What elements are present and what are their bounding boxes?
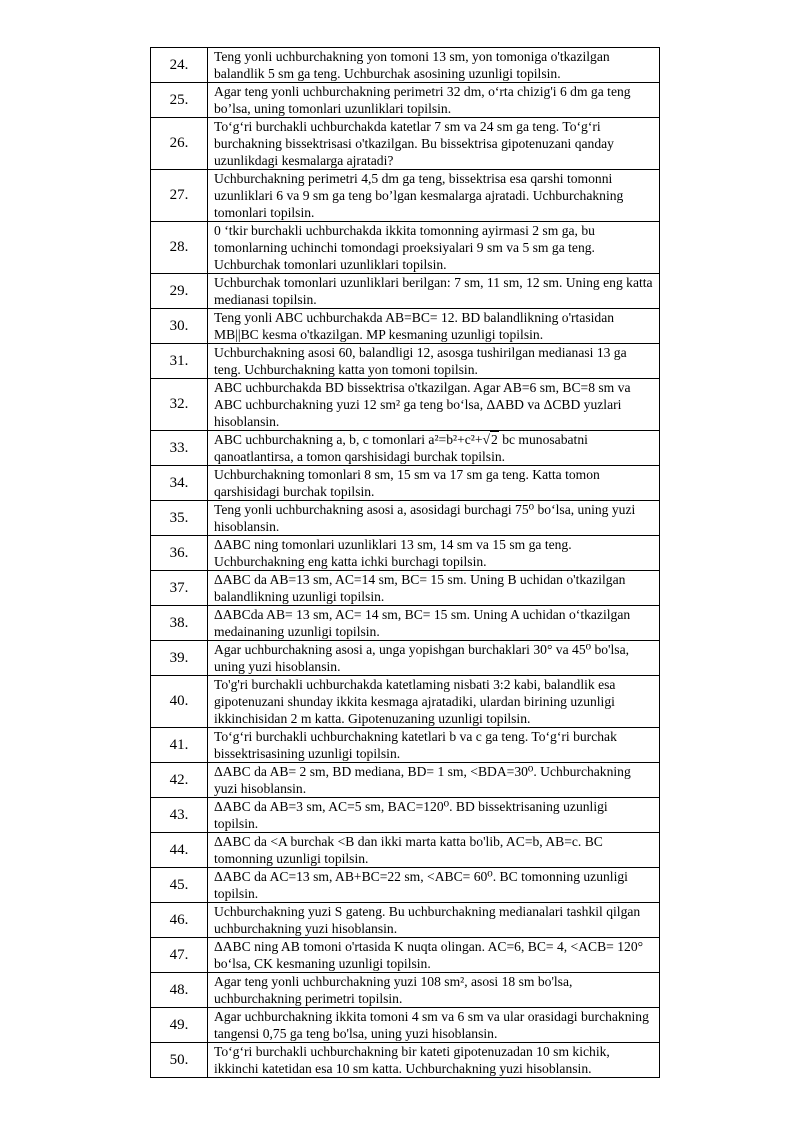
problem-row	[151, 344, 660, 379]
problem-row	[151, 170, 660, 222]
problem-row	[151, 466, 660, 501]
problem-number: 46.	[151, 903, 208, 938]
problem-number: 33.	[151, 431, 208, 466]
problem-row	[151, 309, 660, 344]
square-root-expression	[483, 431, 499, 447]
problem-row	[151, 938, 660, 973]
problem-row	[151, 118, 660, 170]
problem-row	[151, 83, 660, 118]
problem-row	[151, 571, 660, 606]
problem-row	[151, 501, 660, 536]
problem-number: 49.	[151, 1008, 208, 1043]
problem-text: ΔABC da AB=13 sm, AC=14 sm, BC= 15 sm. Uning B uchidan o'tkazilgan balandlikning uzunligi topilsin.	[208, 571, 660, 606]
problem-row	[151, 536, 660, 571]
problem-text-part: ABC uchburchakning a, b, c tomonlari a²=b²+c²+	[214, 432, 483, 447]
problem-text: ΔABC ning tomonlari uzunliklari 13 sm, 14 sm va 15 sm ga teng. Uchburchakning eng katta ichki burchagi topilsin.	[208, 536, 660, 571]
problems-table	[150, 47, 660, 1078]
problem-text: Agar uchburchakning ikkita tomoni 4 sm va 6 sm va ular orasidagi burchakning tangensi 0,75 ga teng bo'lsa, uning yuzi hisoblansin.	[208, 1008, 660, 1043]
problem-text: To‘g‘ri burchakli uchburchakda katetlar 7 sm va 24 sm ga teng. To‘g‘ri burchakning bissektrisasi o'tkazilgan. Bu bissektrisa gipotenuzani qanday uzunlikdagi kesmalarga ajratadi?	[208, 118, 660, 170]
problem-number: 25.	[151, 83, 208, 118]
problem-row	[151, 728, 660, 763]
problem-row	[151, 763, 660, 798]
problem-number: 24.	[151, 48, 208, 83]
problem-number: 27.	[151, 170, 208, 222]
problem-row	[151, 431, 660, 466]
problem-row	[151, 379, 660, 431]
problem-text-part: bc munosabatni qanoatlantirsa, a tomon qarshisidagi burchak topilsin.	[214, 432, 588, 464]
problem-number: 26.	[151, 118, 208, 170]
problem-number: 48.	[151, 973, 208, 1008]
problem-text: ΔABC da AC=13 sm, AB+BC=22 sm, <ABC= 60⁰. BC tomonning uzunligi topilsin.	[208, 868, 660, 903]
problem-text: ΔABCda AB= 13 sm, AC= 14 sm, BC= 15 sm. Uning A uchidan o‘tkazilgan medainaning uzunligi topilsin.	[208, 606, 660, 641]
problem-row	[151, 903, 660, 938]
problem-number: 35.	[151, 501, 208, 536]
problem-text: ABC uchburchakda BD bissektrisa o'tkazilgan. Agar AB=6 sm, BC=8 sm va ABC uchburchakning yuzi 12 sm² ga teng bo‘lsa, ΔABD va ΔCBD yuzlari hisoblansin.	[208, 379, 660, 431]
problem-row	[151, 833, 660, 868]
problem-row	[151, 1043, 660, 1078]
problem-number: 40.	[151, 676, 208, 728]
problem-row	[151, 868, 660, 903]
problems-table-body	[151, 48, 660, 1078]
problem-number: 38.	[151, 606, 208, 641]
problem-number: 37.	[151, 571, 208, 606]
radicand: 2	[491, 432, 498, 447]
problem-number: 36.	[151, 536, 208, 571]
problem-number: 39.	[151, 641, 208, 676]
problem-text: Teng yonli uchburchakning asosi a, asosidagi burchagi 75⁰ bo‘lsa, uning yuzi hisoblansin.	[208, 501, 660, 536]
problem-row	[151, 1008, 660, 1043]
problem-number: 32.	[151, 379, 208, 431]
problem-text: Agar teng yonli uchburchakning yuzi 108 sm², asosi 18 sm bo'lsa, uchburchakning perimetri topilsin.	[208, 973, 660, 1008]
problem-number: 41.	[151, 728, 208, 763]
problem-number: 50.	[151, 1043, 208, 1078]
problem-row	[151, 606, 660, 641]
problem-text: 0 ‘tkir burchakli uchburchakda ikkita tomonning ayirmasi 2 sm ga, bu tomonlarning uchinchi tomondagi proeksiyalari 9 sm va 5 sm ga teng. Uchburchak tomonlari uzunliklari topilsin.	[208, 222, 660, 274]
problem-number: 42.	[151, 763, 208, 798]
problem-number: 47.	[151, 938, 208, 973]
problem-text: Uchburchak tomonlari uzunliklari berilgan: 7 sm, 11 sm, 12 sm. Uning eng katta medianasi topilsin.	[208, 274, 660, 309]
problem-number: 30.	[151, 309, 208, 344]
problem-number: 29.	[151, 274, 208, 309]
problem-number: 31.	[151, 344, 208, 379]
problem-text: Uchburchakning tomonlari 8 sm, 15 sm va 17 sm ga teng. Katta tomon qarshisidagi burchak topilsin.	[208, 466, 660, 501]
problem-number: 34.	[151, 466, 208, 501]
problem-number: 45.	[151, 868, 208, 903]
problem-text: ΔABC da AB=3 sm, AC=5 sm, BAC=120⁰. BD bissektrisaning uzunligi topilsin.	[208, 798, 660, 833]
problem-text: ΔABC da AB= 2 sm, BD mediana, BD= 1 sm, <BDA=30⁰. Uchburchakning yuzi hisoblansin.	[208, 763, 660, 798]
problem-sheet	[150, 47, 660, 1078]
problem-text: Agar teng yonli uchburchakning perimetri 32 dm, o‘rta chizig'i 6 dm ga teng bo’lsa, uning tomonlari uzunliklari topilsin.	[208, 83, 660, 118]
problem-text: Uchburchakning perimetri 4,5 dm ga teng, bissektrisa esa qarshi tomonni uzunliklari 6 va 9 sm ga teng bo’lgan kesmalarga ajratadi. Uchburchakning tomonlari topilsin.	[208, 170, 660, 222]
problem-row	[151, 798, 660, 833]
problem-text: To'g'ri burchakli uchburchakda katetlaming nisbati 3:2 kabi, balandlik esa gipotenuzani shunday ikkita kesmaga ajratadiki, ulardan birining uzunligi ikkinchisidan 2 m katta. Gipotenuzaning uzunligi topilsin.	[208, 676, 660, 728]
problem-text: To‘g‘ri burchakli uchburchakning katetlari b va c ga teng. To‘g‘ri burchak bissektrisasining uzunligi topilsin.	[208, 728, 660, 763]
radical-sign-icon: √	[482, 432, 490, 447]
problem-text: Teng yonli uchburchakning yon tomoni 13 sm, yon tomoniga o'tkazilgan balandlik 5 sm ga teng. Uchburchak asosining uzunligi topilsin.	[208, 48, 660, 83]
problem-number: 28.	[151, 222, 208, 274]
problem-row	[151, 973, 660, 1008]
problem-row	[151, 641, 660, 676]
problem-text: Uchburchakning yuzi S gateng. Bu uchburchakning medianalari tashkil qilgan uchburchakning yuzi hisoblansin.	[208, 903, 660, 938]
problem-text: To‘g‘ri burchakli uchburchakning bir kateti gipotenuzadan 10 sm kichik, ikkinchi katetidan esa 10 sm katta. Uchburchakning yuzi hisoblansin.	[208, 1043, 660, 1078]
problem-row	[151, 676, 660, 728]
problem-text: Agar uchburchakning asosi a, unga yopishgan burchaklari 30° va 45⁰ bo'lsa, uning yuzi hisoblansin.	[208, 641, 660, 676]
problem-text: ΔABC da <A burchak <B dan ikki marta katta bo'lib, AC=b, AB=c. BC tomonning uzunligi topilsin.	[208, 833, 660, 868]
problem-text	[208, 431, 660, 466]
problem-text: ΔABC ning AB tomoni o'rtasida K nuqta olingan. AC=6, BC= 4, <ACB= 120° bo‘lsa, CK kesmaning uzunligi topilsin.	[208, 938, 660, 973]
problem-text: Uchburchakning asosi 60, balandligi 12, asosga tushirilgan medianasi 13 ga teng. Uchburchakning katta yon tomoni topilsin.	[208, 344, 660, 379]
problem-number: 43.	[151, 798, 208, 833]
problem-row	[151, 48, 660, 83]
problem-number: 44.	[151, 833, 208, 868]
problem-text: Teng yonli ABC uchburchakda AB=BC= 12. BD balandlikning o'rtasidan MB||BC kesma o'tkazilgan. MP kesmaning uzunligi topilsin.	[208, 309, 660, 344]
problem-row	[151, 222, 660, 274]
problem-row	[151, 274, 660, 309]
